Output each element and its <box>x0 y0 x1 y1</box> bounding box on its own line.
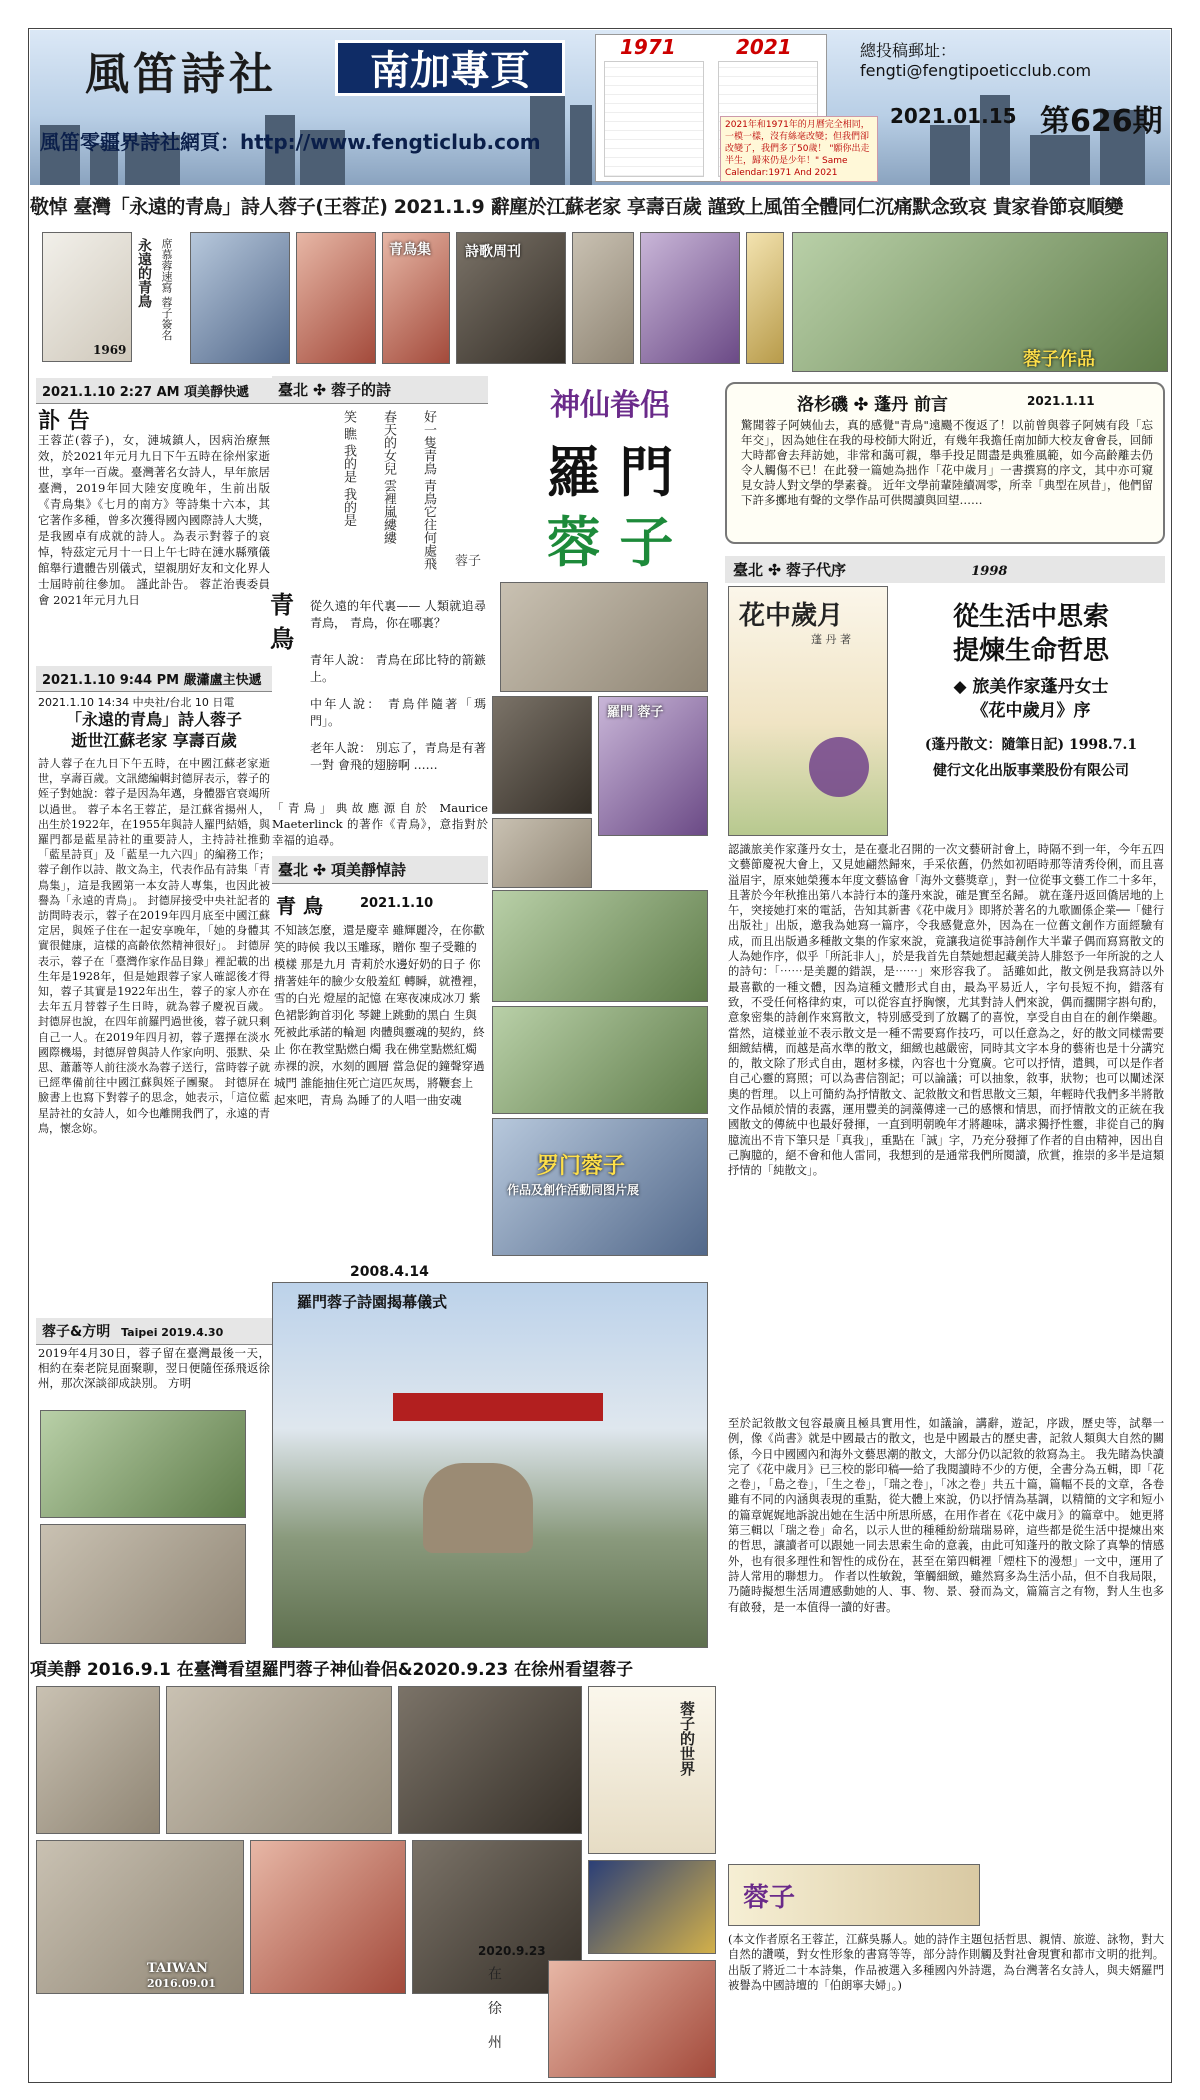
couple-title-luomen: 羅 門 <box>546 440 674 504</box>
news-title-1: 「永遠的青鳥」詩人蓉子 <box>65 710 242 729</box>
update-line: 2021.1.10 9:44 PM 嚴瀟盧主快遞 <box>36 666 272 692</box>
ceremony-banner <box>393 1393 603 1421</box>
poetry-weekly-title: 詩歌周刊 <box>465 244 521 260</box>
visit-photo-4 <box>36 1840 244 1994</box>
logo <box>85 38 325 98</box>
preface-date: 2021.1.11 <box>1027 394 1095 408</box>
book-preface-text-2: 至於記敘散文包容最廣且極具實用性，如議論，講辭，遊記，序跋，歷史等，試舉一例，像《尚書》就是中國最古的散文，也是中國最古的歷史書，記敘人類與大自然的關係，今日中國國內和海外文藝思潮的散文，大部分仍以記敘的敘寫為主。 我先睹為快讀完了《花中歲月》已三校的影印稿──給了我閱讀時不少的方便，全書分為五輯，即「花之卷」，「島之卷」，「生之卷」，「瑞之卷」，「冰之卷」共五十篇，篇幅不長的文章，各卷雖有不同的內涵與表現的重點，從大體上來說，仍以抒情為基調，以精簡的文字和短小的篇章娓娓地訴說出她在生活中所思所感，在用作者在《花中歲月》的篇章中。 她更將第三輯以「瑞之卷」命名，以示人世的種種紛紛瑞瑞易碎，這些都是從生活中提煉出來的哲思，讓讀者可以跟她一同去思索生命的意義，由此可知蓬丹的散文除了真摯的情感外，也有很多理性和智性的成份在，甚至在第四輯裡「煙柱下的漫想」一文中，運用了詩人常用的聯想力。 作者以性敏銳，筆觸細緻，雖然寫多為生活小品，但不自我局限，乃隨時擬想生活周遭感動她的人、事、物、景、發而為文，篇篇言之有物，對人生也多有啟發，是一本值得一讀的好書。 <box>728 1417 1164 1614</box>
visit-photo-3 <box>398 1686 582 1834</box>
bird-poem-stanza-1: 從久遠的年代裏—— 人類就追尋青鳥， 青鳥，你在哪裏？ <box>310 599 486 630</box>
ceremony-date: 2008.4.14 <box>350 1264 429 1280</box>
bird-poem-stanza-3: 中年人說： 青鳥伴隨著「瑪門」。 <box>310 697 486 728</box>
mourning-poem-head: 臺北 ✣ 項美靜悼詩 <box>272 856 488 884</box>
couple-title-block <box>510 380 710 575</box>
page-border-bottom <box>28 2082 1172 2083</box>
photo-strip <box>572 232 634 364</box>
website-link[interactable]: 風笛零疆界詩社網頁：http://www.fengticlub.com <box>40 130 541 154</box>
page-border-top <box>28 28 1172 29</box>
book-preface-text-1: 認識旅美作家蓬丹女士，是在臺北召開的一次文藝研討會上，時隔不到一年，今年五四文藝節慶祝大會上，又見她翩然歸來，手采依舊，仍然如初晤時那等清秀伶俐，而且喜溢眉宇，原來她榮獲本年度文藝協會「海外文藝獎章」，對一位從事文藝工作二十多年，且著於今年秋推出第八本詩行本的蓬丹來說，確是實至名歸。 就在蓬丹返回僑居地的上午，突接她打來的電話，告知其新書《花中歲月》即將於著名的九歌圖係企業──「健行出版社」出版，邀我為她寫一篇序，令我感覺意外，因為在一位舊文創作方面經驗有成，而且出版過多種散文集的作家來說，竟讓我這從事詩創作大半輩子偶而寫寫散文的人為她作序，似乎「所託非人」，於是我首先自禁她想起藏美詩人腓怒予一年所說的之人的詩句：「⋯⋯是美麗的錯誤，是⋯⋯」來形容我了。 話雖如此，散文例是我寫詩以外最喜歡的一種文體，因為這種文體形式自由，最為平易近人，字句長短不拘，錯落有致，不受任何格律約束，可以從容直抒胸懷，尤其對詩人們來說，偶而擱開字斟句酌，意象密集的詩創作來寫散文，特別感受到了放羈了的喜悅，享受自由自在的創作樂趣。當然，這樣並並不表示散文是一種不需要寫作技巧，可以任意為之，好的散文同樣需要細緻結構，而越是高水準的散文，細緻也越嚴密，同時其文字本身的藝術也是十分講究的，散文除了形式自由，題材多樣，內容也十分寬廣。它可以抒情，遣興，可以是作者自己心靈的寫照；可以為書信劄記；可以論議；可以抽象，敘事，狀物；也可以闡述深奧的哲理。 以上可簡約為抒情散文、記敘散文和哲思散文三類，年輕時代我們多半將散文作品傾於情的表露，運用豐美的詞藻傳達一己的感懷和情思，而抒情散文的正統在我國散文的傳統中也最好發揮，一直到明朝晚年才將趣味，講求獨抒性靈，非從自己的胸臆流出不肯下筆只是「真我」，重點在「誠」字，乃充分發揮了作者的自由精神，因出自己胸臆的，絕不會和他人雷同，我想到的是通常我們所閱讀，欣賞，推崇的多半是這類抒情的「純散文」。 <box>728 843 1164 1178</box>
book-pub-line: (蓬丹散文：隨筆日記) 1998.7.1 <box>924 737 1138 753</box>
bird-poem-stanza-2: 青年人說： 青鳥在邱比特的箭鏃上。 <box>310 653 486 684</box>
book-cover-title: 花中歲月 <box>739 601 844 631</box>
calendar-note: 2021年和1971年的月曆完全相同，一模一樣，沒有絲毫改變；但我們卻改變了，我們多了50歲！ "願你出走半生，歸來仍是少年！" Same Calendar:1971 And 2021 <box>720 116 878 182</box>
bird-poem-note: 「青鳥」典故應源自於 Maurice Maeterlinck 的著作《青鳥》，意指對於幸福的追尋。 <box>272 801 488 847</box>
obituary-title: 訃 告 <box>38 408 90 434</box>
obituary-date-line: 2021.1.10 2:27 AM 項美靜快遞 <box>36 378 272 404</box>
book-subtitle-2: 《花中歲月》序 <box>971 701 1091 721</box>
rongzi-fangming-location: Taipei 2019.4.30 <box>121 1326 224 1339</box>
photo-strip <box>746 232 784 364</box>
bottom-banner: 項美靜 2016.9.1 在臺灣看望羅門蓉子神仙眷侶&2020.9.23 在徐州看望蓉子 <box>30 1660 634 1680</box>
poster-title: 罗门蓉子 <box>537 1153 626 1179</box>
portrait-photo <box>190 232 290 364</box>
poetry-weekly-cover <box>456 232 566 364</box>
visit-photo-5 <box>250 1840 406 1994</box>
headline: 敬悼 臺灣「永遠的青鳥」詩人蓉子(王蓉芷) 2021.1.9 辭塵於江蘇老家 享壽百歲 謹致上風笛全體同仁沉痛默念致哀 貴家眷節哀順變 <box>30 192 1170 224</box>
xuzhou-photo <box>548 1960 716 2078</box>
page-border-right <box>1171 28 1172 2082</box>
masthead <box>30 30 1170 185</box>
ceremony-title: 羅門蓉子詩園揭幕儀式 <box>297 1293 448 1311</box>
obituary-text: 王蓉芷(蓉子)，女，漣城鎮人，因病治療無效，於2021年元月九日下午五時在徐州家逝世，享年一百歲。臺灣著名女詩人，早年旅居臺灣，2019年回大陸安度晚年，生前出版《青鳥集》《七月的南方》等詩集十六本，其它著作多種，曾多次獲得國內國際詩人大獎，是我國卓有成就的詩人。為表示對蓉子的哀悼，特茲定元月十一日上午七時在漣水縣殯儀館舉行遺體告別儀式，望親朋好友和文化界人士屆時前往參加。 謹此訃告。 蓉芷治喪委員會 2021年元月九日 <box>38 433 270 607</box>
preface-box <box>725 382 1165 544</box>
portrait-caption: 永遠的青鳥 <box>136 238 152 308</box>
signature-banner <box>728 1864 980 1926</box>
book-cover-author: 蓬 丹 著 <box>811 633 851 646</box>
works-photo <box>792 232 1168 372</box>
news-text: 詩人蓉子在九日下午五時，在中國江蘇老家逝世，享壽百歲。文訊總編輯封德屏表示，蓉子的姪子對她說：蓉子是因為年邁，身體器官衰竭所以過世。 蓉子本名王蓉芷，是江蘇省揚州人，出生於1922年，在1955年與詩人羅門結婚，與羅門都是藍星詩社的重要詩人，主持詩社推動「藍星詩頁」及「藍星一九六四」的編務工作；蓉子創作以詩、散文為主，代表作品有詩集「青鳥集」，這是我國第一本女詩人專集，也因此被譽為「永遠的青鳥」。 封德屏接受中央社記者的訪問時表示，蓉子在2019年四月底至中國江蘇定居，與姪子住在一起安享晚年，「她的身體其實很健康，這樣的高齡依然精神很好」。 封德屏表示，蓉子在「臺灣作家作品目錄」裡記載的出生年是1928年，但是她跟蓉子家人確認後才得知，蓉子其實是1922年出生，蓉子的家人亦在去年五月替蓉子生日時，就為蓉子慶祝百歲。 封德屏也說，在四年前羅門過世後，蓉子就只剩自己一人。在2019年四月初，蓉子選擇在淡水國際機場，封德屏曾與詩人作家向明、張默、朵思、蕭蕭等人前往淡水為蓉子送行，當時蓉子就已經準備前往中國江蘇與姪子團聚。 封德屏在臉書上也寫下對蓉子的思念，她表示，「這位藍星詩社的女詩人，如今也離開我們了，永遠的青鳥，懷念妳。 <box>38 757 270 1135</box>
rongzi-fangming-photo-2 <box>40 1524 246 1644</box>
book-cover <box>728 586 888 836</box>
rongzi-fangming-text: 2019年4月30日，蓉子留在臺灣最後一天，相約在秦老院見面聚聊，翌日便隨侄孫飛返徐州，那次深談卻成訣別。 方明 <box>38 1346 270 1390</box>
couple-photo-1 <box>500 582 708 692</box>
qingniao-book-cover <box>382 232 450 364</box>
couple-photo-3 <box>492 818 592 888</box>
book-publisher: 健行文化出版事業股份有限公司 <box>933 763 1129 779</box>
couple-title-rongzi: 蓉 子 <box>546 510 674 574</box>
taiwan-date: 2016.09.01 <box>147 1977 216 1990</box>
couple-book-caption: 羅門 蓉子 <box>607 705 664 720</box>
signature-caption: 席慕蓉速寫 蓉子簽名 <box>160 238 173 341</box>
qingniao-book-title: 青鳥集 <box>389 242 431 258</box>
news-line: 2021.1.10 14:34 中央社/台北 10 日電 <box>38 696 235 709</box>
news-title-2: 逝世江蘇老家 享壽百歲 <box>71 731 237 750</box>
visit-photo-2 <box>166 1686 392 1834</box>
rongzi-world-title: 蓉子的世界 <box>678 1701 696 1776</box>
book-subtitle-1: ◆ 旅美作家蓬丹女士 <box>953 677 1109 697</box>
skyline-building <box>570 105 592 185</box>
page-border-left <box>28 28 29 2082</box>
xuzhou-text: 在 徐 州 <box>486 1966 502 2057</box>
visit-photo-1 <box>36 1686 160 1834</box>
mourning-poem-text: 不知該怎麼，還是慶幸 雖輝麗冷，在你歡笑的時候 我以玉雕琢，贈你 聖子受難的模樣 那是九月 青莉於水邊好奶的日子 你揹著娃年的臉少女般羞紅 轉瞬，就禮裡，雪的白光 燈屋的記憶 在寒夜凍成冰刀 紫色裙影鉤首羽化 琴鍵上跳動的黑白 生與死被此承諾的輪迴 肉體與靈魂的契約，終止 你在教堂點燃白燭 我在佛堂點燃紅燭 赤裸的淚，水刻的圓層 當急促的鐘聲穿過城門 誰能抽住死亡這匹灰馬，將鞭套上 起來吧，青鳥 為睡了的人唱一曲安魂 <box>274 923 485 1107</box>
book-title-2: 提煉生命哲思 <box>952 636 1109 666</box>
couple-title-small: 神仙眷侶 <box>550 388 670 423</box>
couple-book-cover <box>598 696 708 836</box>
starry-night-painting <box>588 1860 716 1954</box>
sketch-year: 1969 <box>93 343 127 357</box>
taiwan-label: TAIWAN <box>147 1961 208 1976</box>
bird-poem-stanza-4: 老年人說： 別忘了，青鳥是有著一對 會飛的翅膀啊 …… <box>310 741 486 772</box>
ceremony-photo <box>272 1282 708 1648</box>
preface-title: 洛杉磯 ✣ 蓬丹 前言 <box>797 395 948 415</box>
issue-date: 2021.01.15 <box>890 104 1017 128</box>
signature-banner-text: 蓉子 <box>743 1883 796 1913</box>
bird-poem-title: 青 鳥 <box>270 590 294 653</box>
email-address[interactable]: 總投稿郵址：fengti@fengtipoeticclub.com <box>860 41 1092 80</box>
poem-section-head: 臺北 ✣ 蓉子的詩 <box>272 376 488 404</box>
xuzhou-date: 2020.9.23 <box>478 1944 546 1958</box>
logo-text: 風笛詩社 <box>85 49 277 100</box>
book-section-title: 臺北 ✣ 蓉子代序 <box>733 561 847 579</box>
exhibition-poster <box>492 1118 708 1256</box>
rongzi-fangming-head <box>36 1318 272 1345</box>
rongzi-fangming-title: 蓉子&方明 <box>42 1324 111 1340</box>
skyline-building <box>1030 135 1090 185</box>
handwriting-poem-2: 春天的女兒 雲裡嵐縷縷 <box>381 410 396 545</box>
special-page-banner: 南加專頁 <box>335 40 565 96</box>
calendar-grid <box>604 61 704 177</box>
mourning-poem-date: 2021.1.10 <box>360 896 434 911</box>
book-section-year: 1998 <box>971 564 1008 579</box>
photo-strip <box>640 232 740 364</box>
calendar-year-1971: 1971 <box>620 35 676 59</box>
author-note: (本文作者原名王蓉芷，江蘇吳縣人。她的詩作主題包括哲思、親情、旅遊、詠物，對大自然的讚嘆，對女性形象的書寫等等，部分詩作則觸及對社會現實和都市文明的批判。出版了將近二十本詩集，作品被選入多種國內外詩選，為台灣著名女詩人，與夫婿羅門被譽為中國詩壇的「伯朗寧夫婦」。) <box>728 1933 1164 1992</box>
couple-photo-4 <box>492 890 708 1002</box>
works-caption: 蓉子作品 <box>1023 349 1095 370</box>
handwriting-poem-1: 好一隻青鳥 青鳥它往何處飛 <box>421 410 436 571</box>
sketch-portrait <box>42 232 132 362</box>
issue-number: 第626期 <box>1040 104 1163 139</box>
memorial-stone <box>423 1463 533 1553</box>
skyline-building <box>930 125 970 185</box>
handwriting-signature: 蓉子 <box>455 554 482 569</box>
handwriting-poem-3: 笑 瞧 我的是 我的是 <box>341 410 356 527</box>
portrait-photo-red <box>296 232 376 364</box>
mourning-poem-title: 青 鳥 <box>276 894 323 918</box>
calendar-year-2021: 2021 <box>736 35 792 59</box>
couple-photo-5 <box>492 1006 708 1114</box>
flower-illustration <box>809 737 869 797</box>
book-title-1: 從生活中思索 <box>952 602 1109 632</box>
poster-subtitle: 作品及創作活動同图片展 <box>507 1183 640 1197</box>
rongzi-fangming-photo-1 <box>40 1410 246 1518</box>
couple-photo-2 <box>492 696 592 814</box>
rongzi-world-book <box>588 1686 716 1854</box>
book-section-head <box>725 556 1165 583</box>
preface-text: 驚聞蓉子阿姨仙去，真的感覺"青鳥"遠颺不復返了！以前曾與蓉子阿姨有段「忘年交」，因為她住在我的母校師大附近，有幾年我擔任南加師大校友會會長，回師大時都會去拜訪她，非常和藹可親，舉手投足間盡是典雅風範，如今高齡離去仍令人觸傷不已！在此發一篇她為拙作「花中歲月」一書撰寫的序文，其中亦可窺見女詩人對文學的學素養。 近年文學前輩陸續凋零，所幸「典型在夙昔」，他們留下許多擲地有聲的文學作品可供閱讀與回望…… <box>741 418 1153 507</box>
